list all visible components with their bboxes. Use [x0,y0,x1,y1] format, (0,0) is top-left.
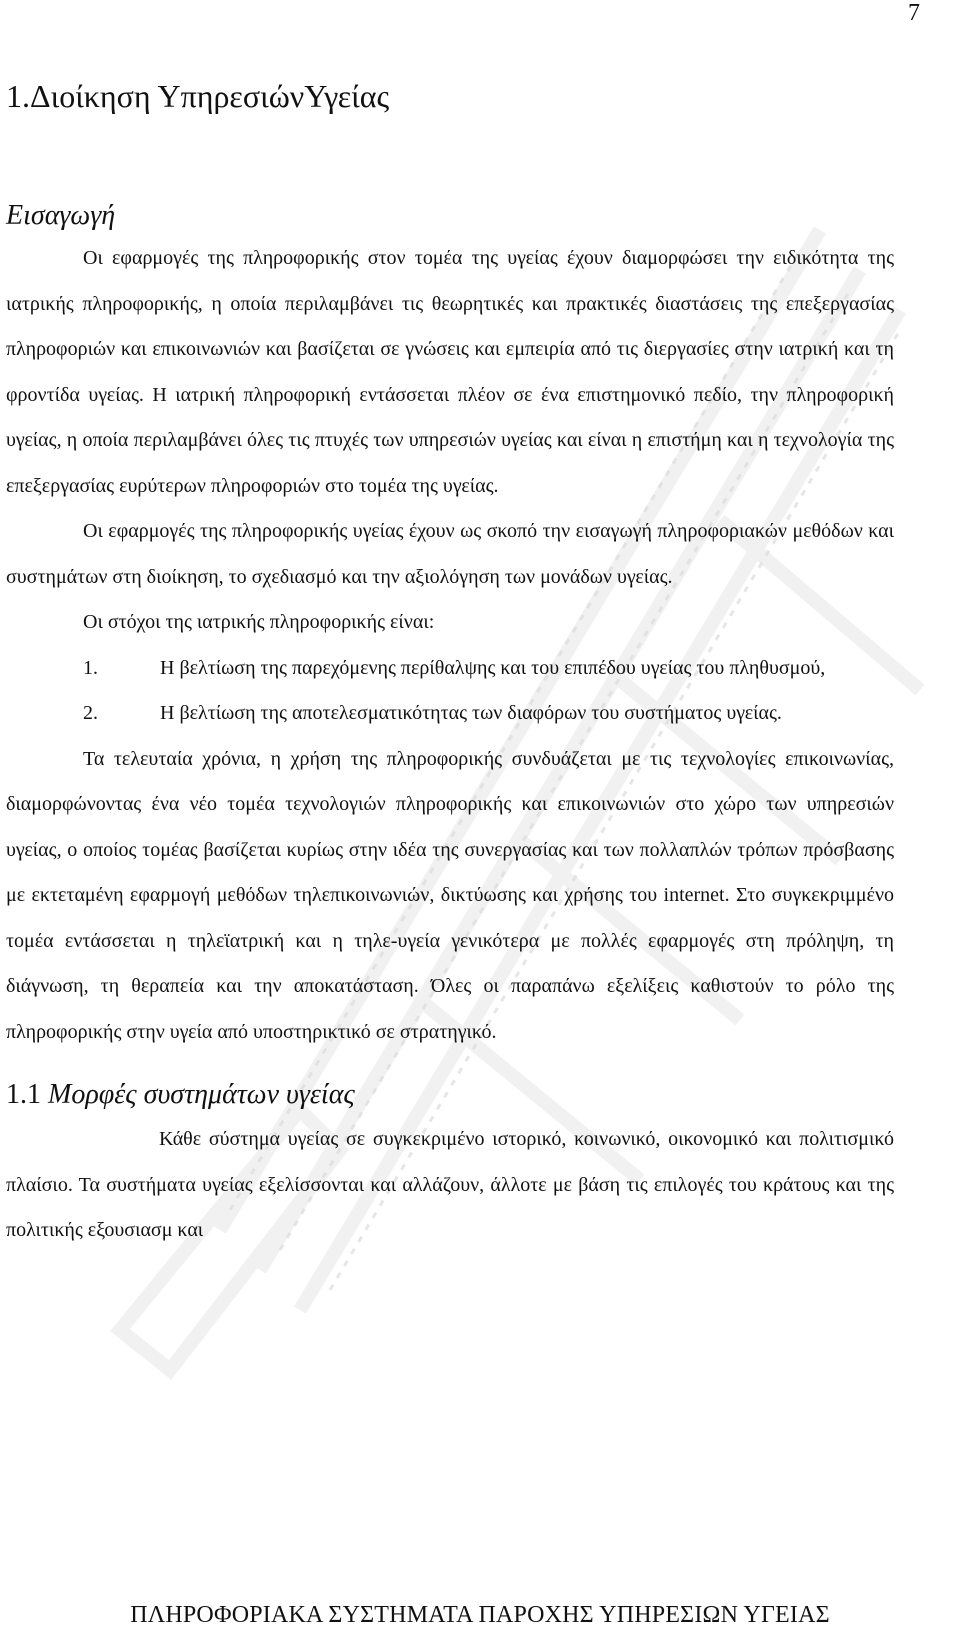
list-item-text: Η βελτίωση της αποτελεσματικότητας των διαφόρων του συστήματος υγείας. [160,702,782,724]
intro-heading: Εισαγωγή [6,200,116,231]
section-number: 1.1 [6,1079,41,1110]
page-number: 7 [908,0,920,26]
list-item-number: 1. [83,656,98,679]
intro-paragraph-2: Οι εφαρμογές της πληροφορικής υγείας έχουν ως σκοπό την εισαγωγή πληροφοριακών μεθόδων και συστημάτων στη διοίκηση, το σχεδιασμό και την αξιολόγηση των μονάδων υγείας. [6,520,894,588]
intro-paragraph-1: Οι εφαρμογές της πληροφορικής στον τομέα της υγείας έχουν διαμορφώσει την ειδικότητα της ιατρικής πληροφορικής, η οποία περιλαμβάνει τις θεωρητικές και πρακτικές διαστάσεις της επεξεργασίας πληροφοριών και επικοινωνιών και βασίζεται σε γνώσεις και εμπειρία από τις διεργασίες στην ιατρική και τη φροντίδα υγείας. Η ιατρική πληροφορική εντάσσεται πλέον σε ένα επιστημονικό πεδίο, την πληροφορική υγείας, η οποία περιλαμβάνει όλες τις πτυχές των υπηρεσιών υγείας και είναι η επιστήμη και η τεχνολογία της επεξεργασίας ευρύτερων πληροφοριών στο τομέα της υγείας. [6,247,894,497]
section-heading-1-1 [6,1073,894,1117]
list-item-text: Η βελτίωση της παρεχόμενης περίθαλψης και του επιπέδου υγείας του πληθυσμού, [160,656,826,679]
list-item [6,691,894,737]
goals-intro: Οι στόχοι της ιατρικής πληροφορικής είναι: [83,611,435,633]
section-title: Μορφές συστημάτων υγείας [48,1079,355,1110]
intro-paragraph-3: Τα τελευταία χρόνια, η χρήση της πληροφορικής συνδυάζεται με τις τεχνολογίες επικοινωνίας, διαμορφώνοντας ένα νέο τομέα τεχνολογιών πληροφορικής και επικοινωνιών στο χώρο των υπηρεσιών υγείας, ο οποίος τομέας βασίζεται κυρίως στην ιδέα της συνεργασίας και των πολλαπλών τρόπων πρόσβασης με εκτεταμένη εφαρμογή μεθόδων τηλεπικοινωνιών, δικτύωσης και χρήσης του internet. Στο συγκεκριμμένο τομέα εντάσσεται η τηλεϊατρική και η τηλε-υγεία γενικότερα με πολλές εφαρμογές στη πρόληψη, τη διάγνωση, τη θεραπεία και την αποκατάσταση. Όλες οι παραπάνω εξελίξεις καθιστούν το ρόλο της πληροφορικής στην υγεία από υποστηρικτικό σε στρατηγικό. [6,747,894,1043]
list-item [6,646,894,692]
document-body [6,196,894,1254]
page-footer: ΠΛΗΡΟΦΟΡΙΑΚΑ ΣΥΣΤΗΜΑΤΑ ΠΑΡΟΧΗΣ ΥΠΗΡΕΣΙΩΝ ΥΓΕΙΑΣ [130,1602,830,1628]
chapter-title: 1.Διοίκηση ΥπηρεσιώνΥγείας [6,78,390,114]
list-item-number: 2. [83,702,98,724]
section-paragraph-1: Κάθε σύστημα υγείας σε συγκεκριμένο ιστορικό, κοινωνικό, οικονομικό και πολιτισμικό πλαίσιο. Τα συστήματα υγείας εξελίσσονται και αλλάζουν, άλλοτε με βάση τις επιλογές του κράτους και της πολιτικής εξουσιασμ και [6,1128,894,1241]
